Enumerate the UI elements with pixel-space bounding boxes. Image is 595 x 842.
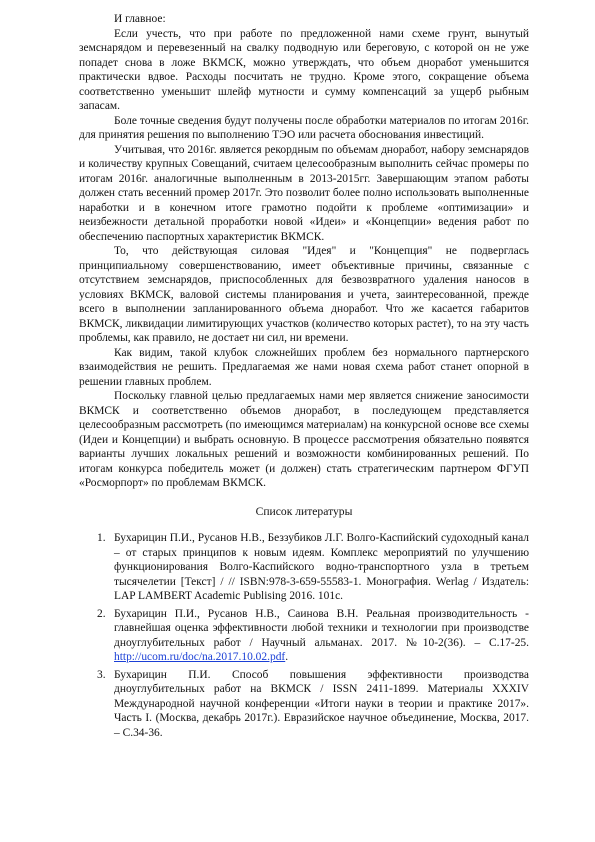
document-page: [79, 12, 529, 743]
reference-text: Бухарицин П.И. Способ повышения эффективности производства дноуглубительных работ на ВКМСК / ISSN 2411-1899. Материалы XXXIV Международной научной конференции «Итоги науки в теории и практике 2017». Часть I. (Москва, декабрь 2017г.). Евразийское научное объединение, Москва, 2017. – С.34-36.: [114, 668, 529, 739]
reference-item-1: [79, 531, 529, 604]
references-list: [79, 531, 529, 740]
paragraph-5: Как видим, такой клубок сложнейших проблем без нормального партнерского взаимодействия не решить. Предлагаемая же нами новая схема работ станет опорной в решении главных проблем.: [79, 346, 529, 388]
references-title: Список литературы: [255, 504, 353, 518]
reference-text: Бухарицин П.И., Русанов Н.В., Саинова В.Н. Реальная производительность - главнейшая оценка эффективности любой техники и технологии при производстве дноуглубительных работ / Научный альманах. 2017. №10-2(36). – С.17-25.: [114, 607, 529, 649]
paragraph-4: То, что действующая силовая "Идея" и "Концепция" не подверглась принципиальному совершенствованию, имеет объективные причины, связанные с отсутствием земснарядов, приспособленных для безвозвратного удаления наносов в условиях ВКМСК, валовой системы планирования и учета, заинтересованной, прежде всего в выполнении запланированного объема дноработ. Что же касается габаритов ВКМСК, ликвидации лимитирующих участков (количество которых растет), то на эту часть проблемы, как правило, не достает ни сил, ни времени.: [79, 245, 529, 344]
paragraph-1: Если учесть, что при работе по предложенной нами схеме грунт, вынутый земснарядом и перевезенный на свалку подводную или береговую, с которой он не уже попадет снова в ложе ВКМСК, можно утверждать, что объем дноработ уменьшится практически вдвое. Расходы посчитать не трудно. Кроме этого, сокращение объема соответственно уменьшит шлейф мутности и сумму компенсаций за ущерб рыбным запасам.: [79, 27, 529, 112]
reference-item-3: [79, 668, 529, 741]
reference-link[interactable]: http://ucom.ru/doc/na.2017.10.02.pdf: [114, 651, 286, 663]
reference-item-2: [79, 607, 529, 665]
intro-line: И главное:: [114, 13, 166, 25]
paragraph-2: Боле точные сведения будут получены после обработки материалов по итогам 2016г. для принятия решения по выполнению ТЭО или расчета обоснования инвестиций.: [79, 114, 529, 141]
reference-number: 2.: [97, 607, 106, 620]
paragraph-3: Учитывая, что 2016г. является рекордным по объемам дноработ, набору земснарядов и количеству крупных Совещаний, считаем целесообразным выполнить сейчас промеры по итогам 2016г. аналогичные выполненным в 2013-2015гг. Завершающим этапом работы должен стать весенний промер 2017г. Это позволит более полно использовать выполненные наработки и в конечном итоге грамотно подойти к проблеме «оптимизации» и неизбежности детальной проработки новой «Идеи» и «Концепции» ведения работ по обеспечению паспортных характеристик ВКМСК.: [79, 143, 529, 243]
reference-text: Бухарицин П.И., Русанов Н.В., Беззубиков Л.Г. Волго-Каспийский судоходный канал – от старых принципов к новым идеям. Комплекс мероприятий по улучшению функционирования Волго-Каспийского водно-транспортного узла в третьем тысячелетии [Текст] / // ISBN:978-3-659-55583-1. Монография. Werlag / Издатель: LAP LAMBERT Academic Publising 2016. 101с.: [114, 532, 529, 602]
reference-number: 1.: [97, 532, 106, 544]
reference-text-end: .: [285, 651, 289, 663]
reference-number: 3.: [97, 668, 106, 681]
paragraph-6: Поскольку главной целью предлагаемых нами мер является снижение заносимости ВКМСК и соответственно объемов дноработ, в последующем представляется целесообразным рассмотреть (по имеющимся материалам) на конкурсной основе все схемы (Идеи и Концепции) и выбрать основную. В процессе рассмотрения обязательно появятся варианты лучших локальных решений и возможности комбинированных решений. По итогам конкурса победитель может (и должен) стать стратегическим партнером ФГУП «Росморпорт» по проблемам ВКМСК.: [79, 390, 529, 489]
